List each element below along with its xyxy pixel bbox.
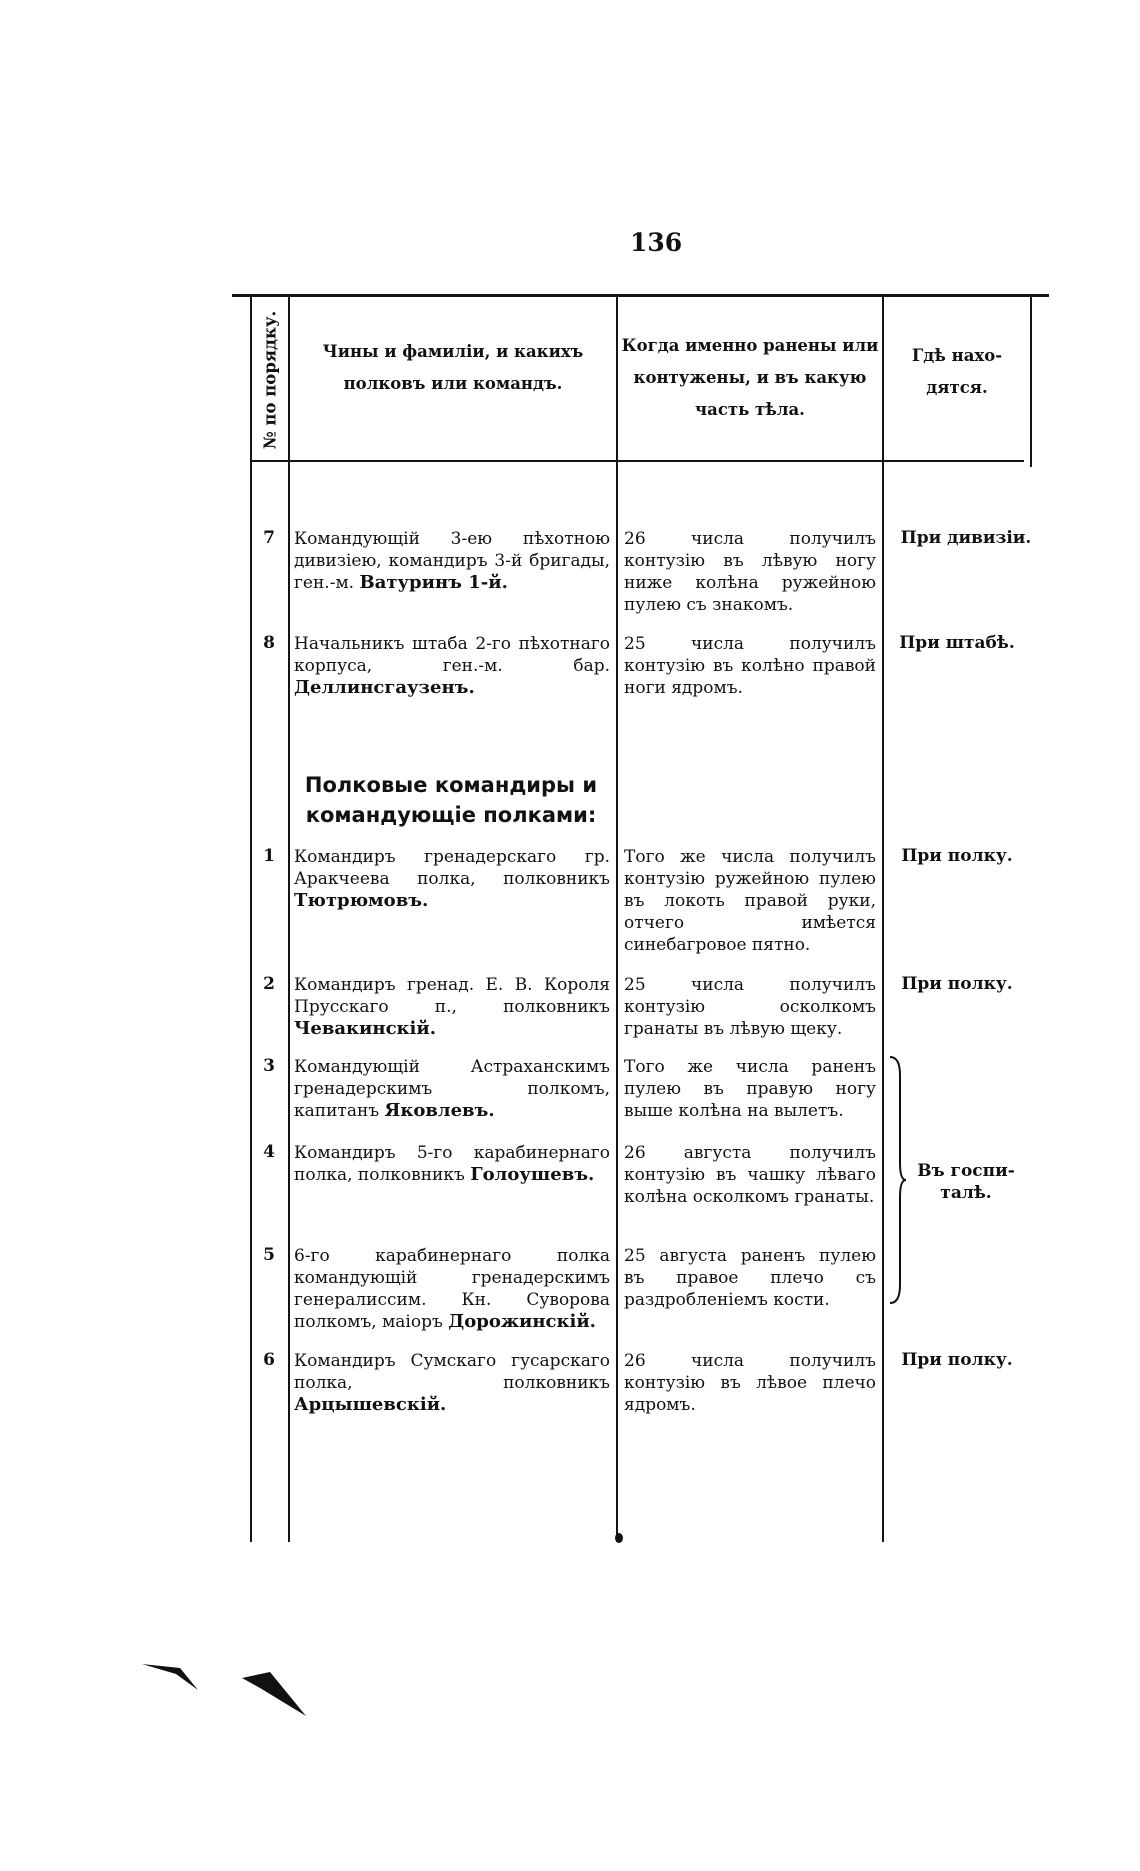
row-rank-text: Командующій Астраханскимъ гренадерскимъ полкомъ, капитанъ xyxy=(294,1057,610,1121)
row-number: 2 xyxy=(263,974,275,994)
row-rank-text: Командиръ гренадерскаго гр. Аракчеева полка, полковникъ xyxy=(294,847,610,889)
scan-mark-left xyxy=(140,1658,210,1698)
column-header-names-line2: полковъ или командъ. xyxy=(343,374,563,393)
row-rank-text: Командиръ 5-го карабинернаго полка, полковникъ xyxy=(294,1143,610,1185)
row-number: 7 xyxy=(263,528,275,548)
row-where: При полку. xyxy=(901,1350,1013,1370)
row-names-cell xyxy=(294,1142,610,1186)
brace-where-line1: Въ госпи- xyxy=(917,1161,1015,1181)
column-header-where xyxy=(886,340,1028,404)
column-rule-names xyxy=(616,297,618,1542)
row-person-name: Ватуринъ 1-й. xyxy=(359,572,508,593)
row-rank-text: Командиръ Сумскаго гусарскаго полка, полковникъ xyxy=(294,1351,610,1393)
column-header-names-line1: Чины и фамиліи, и какихъ xyxy=(322,342,584,361)
row-where: При полку. xyxy=(901,846,1013,866)
row-names-cell xyxy=(294,1350,610,1416)
row-rank-text: Командиръ гренад. Е. В. Короля Прусскаго п., полковникъ xyxy=(294,975,610,1017)
column-header-where-line2: дятся. xyxy=(926,378,988,397)
page-number: 136 xyxy=(630,228,683,257)
row-names-cell xyxy=(294,633,610,699)
row-where: При полку. xyxy=(901,974,1013,994)
column-rule-wound xyxy=(882,297,884,1542)
row-wound-cell: 25 числа получилъ контузію осколкомъ гранаты въ лѣвую щеку. xyxy=(624,975,876,1039)
column-header-names xyxy=(292,336,614,400)
column-header-number-text: № по порядку. xyxy=(260,310,280,449)
row-person-name: Арцышевскій. xyxy=(294,1394,447,1415)
header-bottom-rule xyxy=(250,460,1024,462)
row-number: 1 xyxy=(263,846,275,866)
row-person-name: Дорожинскій. xyxy=(448,1311,596,1332)
column-header-wound-line1: Когда именно ранены или xyxy=(621,336,879,355)
row-person-name: Чевакинскій. xyxy=(294,1018,436,1039)
row-rank-text: Начальникъ штаба 2-го пѣхотнаго корпуса, ген.-м. бар. xyxy=(294,634,610,676)
row-number: 4 xyxy=(263,1142,275,1162)
section-heading: Полковые командиры и командующіе полками: xyxy=(304,773,598,827)
row-wound-cell: 25 августа раненъ пулею въ правое плечо съ раздробленіемъ кости. xyxy=(624,1246,876,1310)
row-person-name: Голоушевъ. xyxy=(470,1164,595,1185)
brace-where-line2: талѣ. xyxy=(940,1183,992,1203)
row-number: 6 xyxy=(263,1350,275,1370)
row-rank-text: Командующій 3-ею пѣхотною дивизіею, командиръ 3-й бригады, ген.-м. xyxy=(294,529,610,593)
row-where: При штабѣ. xyxy=(899,633,1015,653)
column-header-where-line1: Гдѣ нахо- xyxy=(911,346,1003,365)
row-number: 8 xyxy=(263,633,275,653)
row-wound-cell: 25 числа получилъ контузію въ колѣно правой ноги ядромъ. xyxy=(624,634,876,698)
row-wound-cell: Того же числа получилъ контузію ружейною пулею въ локоть правой руки, отчего имѣется синебагровое пятно. xyxy=(624,847,876,955)
row-names-cell xyxy=(294,1245,610,1333)
column-rule-left xyxy=(250,297,252,1542)
scan-mark-right xyxy=(240,1668,310,1720)
row-names-cell xyxy=(294,528,610,594)
row-wound-cell: Того же числа раненъ пулею въ правую ногу выше колѣна на вылетъ. xyxy=(624,1057,876,1121)
row-wound-cell: 26 числа получилъ контузію въ лѣвую ногу ниже колѣна ружейною пулею съ знакомъ. xyxy=(624,529,876,615)
column-header-wound-line3: часть тѣла. xyxy=(695,400,805,419)
column-header-wound xyxy=(620,330,880,426)
row-person-name: Деллинсгаузенъ. xyxy=(294,677,475,698)
brace-where-label xyxy=(904,1160,1028,1204)
brace-bracket xyxy=(886,1055,906,1305)
row-rank-text: 6-го карабинернаго полка командующій гренадерскимъ генералиссим. Кн. Суворова полкомъ, маіоръ xyxy=(294,1246,610,1332)
column-header-number xyxy=(250,302,290,457)
column-rule-number xyxy=(288,297,290,1542)
row-number: 5 xyxy=(263,1245,275,1265)
row-names-cell xyxy=(294,1056,610,1122)
row-wound-cell: 26 числа получилъ контузію въ лѣвое плечо ядромъ. xyxy=(624,1351,876,1415)
row-names-cell xyxy=(294,974,610,1040)
column-header-wound-line2: контужены, и въ какую xyxy=(633,368,867,387)
row-where: При дивизіи. xyxy=(900,528,1032,548)
row-person-name: Яковлевъ. xyxy=(384,1100,495,1121)
row-wound-cell: 26 августа получилъ контузію въ чашку лѣваго колѣна осколкомъ гранаты. xyxy=(624,1143,876,1207)
row-names-cell xyxy=(294,846,610,912)
row-person-name: Тютрюмовъ. xyxy=(294,890,429,911)
scan-dot xyxy=(615,1533,623,1543)
table-top-rule xyxy=(232,294,1049,297)
row-number: 3 xyxy=(263,1056,275,1076)
column-rule-right xyxy=(1030,297,1032,467)
